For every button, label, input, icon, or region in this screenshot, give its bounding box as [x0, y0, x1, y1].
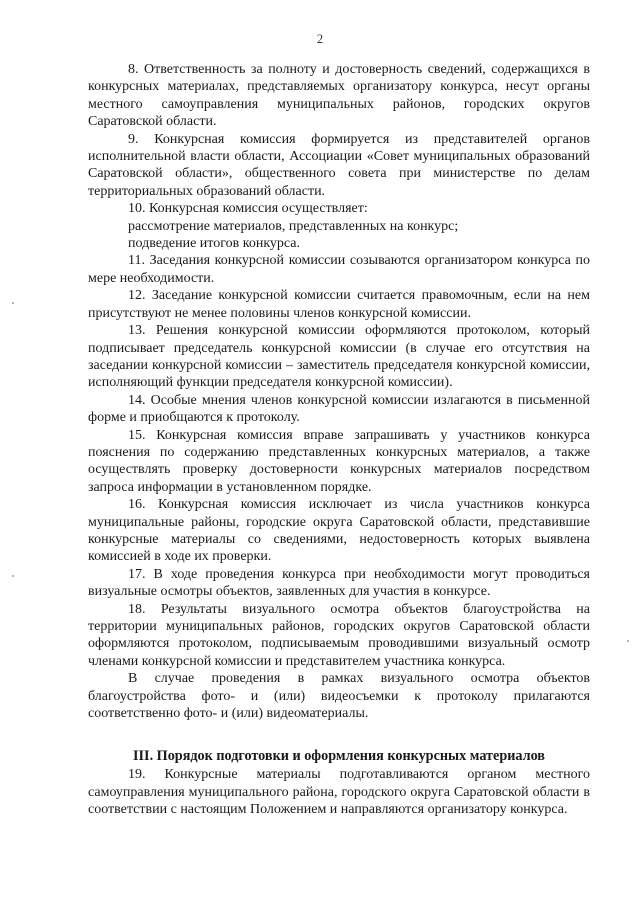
scan-speck	[12, 302, 14, 304]
section-3-heading: III. Порядок подготовки и оформления конкурсных материалов	[133, 748, 545, 765]
paragraph-16: 16. Конкурсная комиссия исключает из числа участников конкурса муниципальные районы, городские округа Саратовской области, представившие конкурсные материалы со сведениями, недостоверность которых выявлена комиссией в ходе их проверки.	[88, 497, 590, 565]
scan-speck	[12, 575, 14, 577]
paragraph-11: 11. Заседания конкурсной комиссии созываются организатором конкурса по мере необходимости.	[88, 253, 590, 286]
paragraph-14: 14. Особые мнения членов конкурсной комиссии излагаются в письменной форме и приобщаются к протоколу.	[88, 392, 590, 426]
paragraph-8: 8. Ответственность за полноту и достоверность сведений, содержащихся в конкурсных материалах, представляемых организатору конкурса, несут органы местного самоуправления муниципальных районов, городских округов Саратовской области.	[88, 62, 590, 130]
paragraph-15: 15. Конкурсная комиссия вправе запрашивать у участников конкурса пояснения по содержанию представленных конкурсных материалов, а также осуществлять проверку достоверности конкурсных материалов посредством запроса информации в установленном порядке.	[88, 427, 590, 495]
document-body	[88, 61, 590, 819]
paragraph-18-continuation: В случае проведения в рамках визуального осмотра объектов благоустройства фото- и (или) видеосъемки к протоколу прилагаются соответственно фото- и (или) видеоматериалы.	[88, 671, 590, 722]
paragraph-12: 12. Заседание конкурсной комиссии считается правомочным, если на нем присутствуют не менее половины членов конкурсной комиссии.	[88, 288, 590, 321]
paragraph-9: 9. Конкурсная комиссия формируется из представителей органов исполнительной власти области, Ассоциации «Совет муниципальных образований Саратовской области», общественного совета при министерстве по делам территориальных образований области.	[88, 131, 590, 199]
page-number: 2	[316, 32, 324, 46]
scan-speck	[627, 640, 629, 642]
paragraph-18: 18. Результаты визуального осмотра объектов благоустройства на территории муниципальных районов, городских округов Саратовской области оформляются протоколом, подписываемым проводившими визуальный осмотр членами конкурсной комиссии и представителем участника конкурса.	[88, 601, 590, 669]
paragraph-10-item-1: рассмотрение материалов, представленных на конкурс;	[128, 218, 459, 234]
paragraph-19: 19. Конкурсные материалы подготавливаются органом местного самоуправления муниципального района, городского округа Саратовской области в соответствии с настоящим Положением и направляются организатору конкурса.	[88, 767, 590, 818]
paragraph-10-item-2: подведение итогов конкурса.	[128, 236, 301, 252]
paragraph-10: 10. Конкурсная комиссия осуществляет:	[128, 201, 368, 217]
paragraph-17: 17. В ходе проведения конкурса при необходимости могут проводиться визуальные осмотры объектов, заявленных для участия в конкурсе.	[88, 566, 590, 600]
paragraph-13: 13. Решения конкурсной комиссии оформляются протоколом, который подписывает председатель конкурсной комиссии (в случае его отсутствия на заседании конкурсной комиссии – заместитель председателя конкурсной комиссии, исполняющий функции председателя конкурсной комиссии).	[88, 323, 590, 391]
